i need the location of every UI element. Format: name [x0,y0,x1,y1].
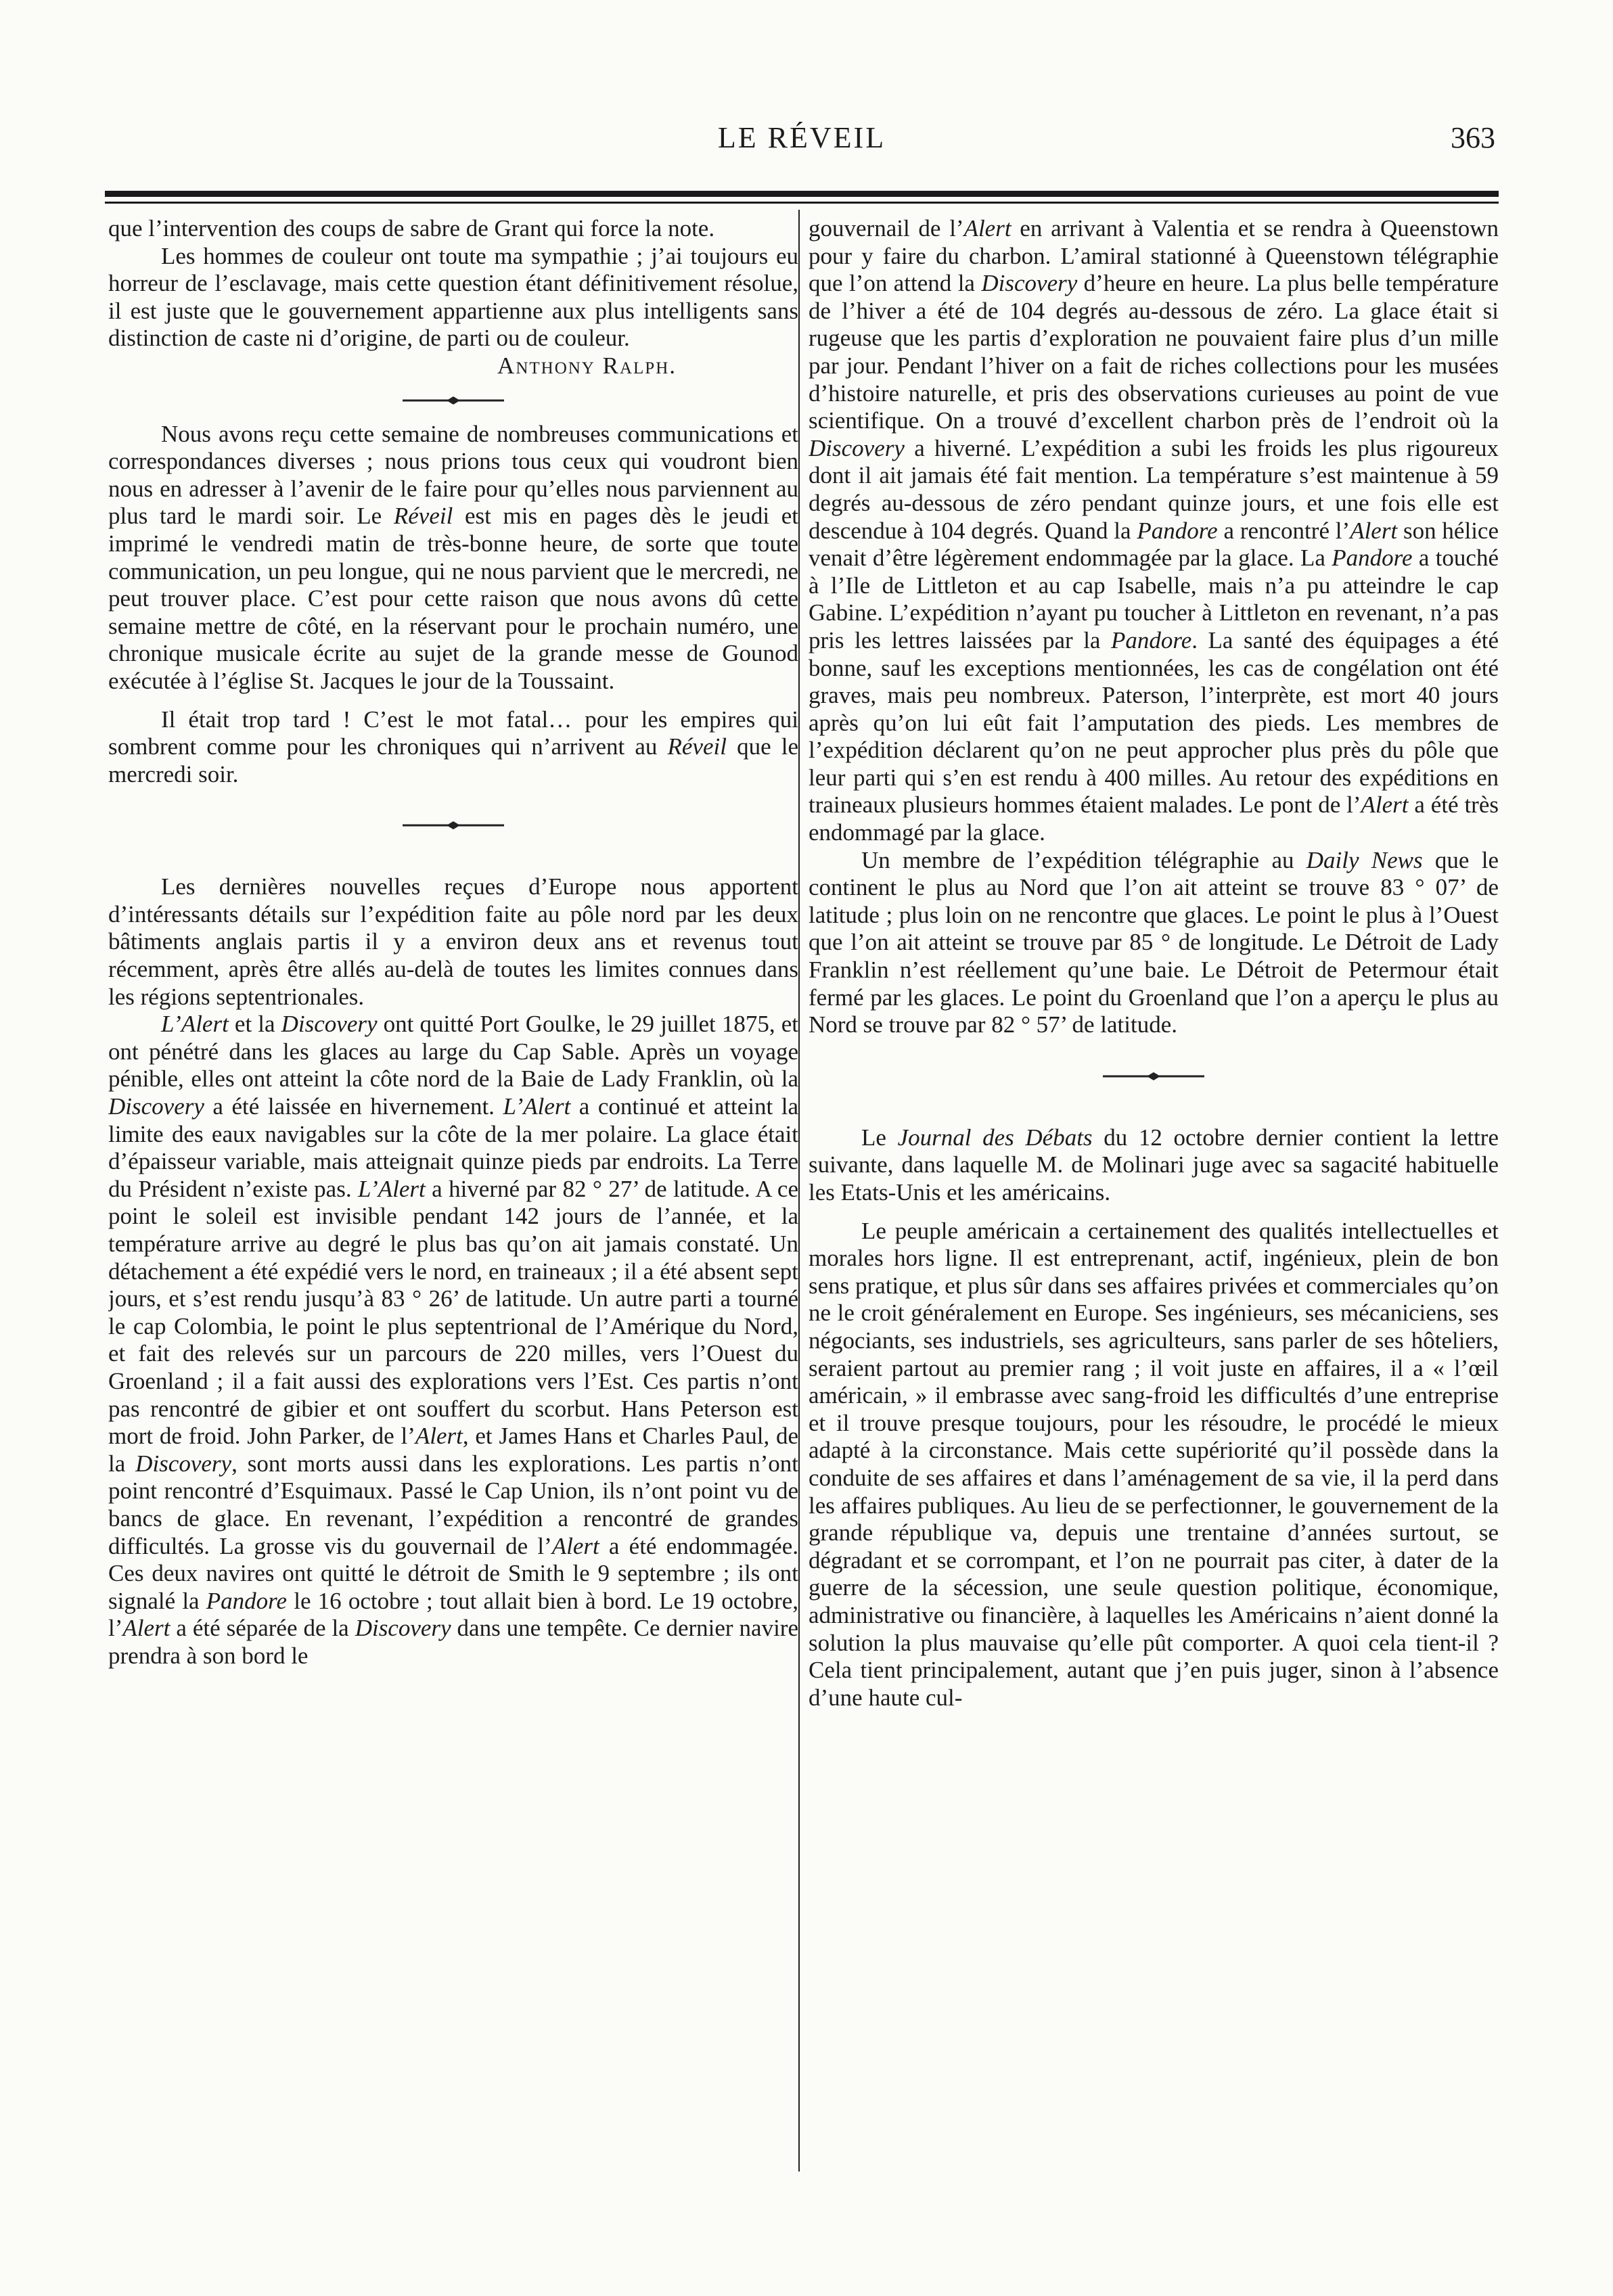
right-column [809,215,1499,2177]
paragraph: que l’intervention des coups de sabre de Grant qui force la note. [108,215,715,242]
paragraph: Un membre de l’expédition télégraphie au Daily News que le continent le plus au Nord que l’on ait atteint se trouve 83 ° 07’ de latitude ; plus loin on ne rencontre que glaces. Le point le plus à l’Ouest que l’on ait atteint se trouve par 85 ° de longitude. Le Détroit de Lady Franklin n’est réellement qu’une baie. Le Détroit de Petermour était fermé par les glaces. Le point du Groenland que l’on a aperçu le plus au Nord se trouve par 82 ° 57’ de latitude. [809,846,1499,1038]
paragraph: Le peuple américain a certainement des qualités intellectuelles et morales hors ligne. Il est entreprenant, actif, ingénieux, plein de bon sens pratique, et plus sûr dans ses affaires privées et commerciales qu’on ne le croit généralement en Europe. Ses ingénieurs, ses mécaniciens, ses négociants, ses industriels, ses agriculteurs, sans parler de ses hôteliers, seraient partout au premier rang ; il voit juste en affaires, il a « l’œil américain, » il embrasse avec sang-froid les difficultés d’une entreprise et il trouve presque toujours, pour les résoudre, le procédé le mieux adapté à la circonstance. Mais cette supériorité qu’il possède dans la conduite de ses affaires et dans l’aménagement de sa vie, il la perd dans les affaires publiques. Au lieu de se perfectionner, le gouvernement de la grande république va, depuis une trentaine d’années surtout, se dégradant et se corrompant, et l’on ne pourrait pas citer, à dater de la guerre de la sécession, une seule question politique, économique, administrative ou financière, à laquelles les Américains n’aient donné la solution la plus mauvaise qu’elle pût comporter. A quoi cela tient-il ? Cela tient principalement, autant que j’en puis juger, sinon à l’absence d’une haute cul- [809,1217,1499,1711]
paragraph: Nous avons reçu cette semaine de nombreuses communications et correspondances diverses ; nous prions tous ceux qui voudront bien nous en adresser à l’avenir de le faire pour qu’elles nous parviennent au plus tard le mardi soir. Le Réveil est mis en pages dès le jeudi et imprimé le vendredi matin de très-bonne heure, de sorte que toute communication, un peu longue, qui ne nous parvient que le mercredi, ne peut trouver place. C’est pour cette raison que nous avons dû cette semaine mettre de côté, en la réservant pour le prochain numéro, une chronique musicale écrite au sujet de la grande messe de Gounod exécutée à l’église St. Jacques le jour de la Toussaint. [108,420,798,694]
header-rule-thick [105,191,1499,197]
column-divider [798,210,800,2172]
section-ornament [108,380,798,421]
section-ornament [809,1039,1499,1113]
left-column [108,215,798,2177]
running-title: LE RÉVEIL [717,121,886,154]
paragraph: Il était trop tard ! C’est le mot fatal… pour les empires qui sombrent comme pour les chroniques qui n’arrivent au Réveil que le mercredi soir. [108,706,798,787]
header-rule-thin [105,202,1499,204]
section-ornament [108,788,798,863]
signature: Anthony Ralph. [497,352,677,379]
page-number: 363 [1451,121,1495,154]
paragraph: Les hommes de couleur ont toute ma sympathie ; j’ai toujours eu horreur de l’esclavage, mais cette question étant définitivement résolue, il est juste que le gouvernement appartienne aux plus intelligents sans distinction de caste ni d’origine, de parti ou de couleur. [108,242,798,352]
page-header [108,120,1495,168]
paragraph: gouvernail de l’Alert en arrivant à Valentia et se rendra à Queenstown pour y faire du charbon. L’amiral stationné à Queenstown télégraphie que l’on attend la Discovery d’heure en heure. La plus belle température de l’hiver a été de 104 degrés au-dessous de zéro. La glace était si rugeuse que les partis d’exploration ne pouvaient faire plus d’un mille par jour. Pendant l’hiver on a fait de riches collections pour les musées d’histoire naturelle, et pris des observations curieuses au point de vue scientifique. On a trouvé d’excellent charbon près de l’endroit où la Discovery a hiverné. L’expédition a subi les froids les plus rigoureux dont il ait jamais été fait mention. La température s’est maintenue à 59 degrés au-dessous de zéro pendant quinze jours, et une fois elle est descendue à 104 degrés. Quand la Pandore a rencontré l’Alert son hélice venait d’être légèrement endommagée par la glace. La Pandore a touché à l’Ile de Littleton et au cap Isabelle, mais n’a pu atteindre le cap Gabine. L’expédition n’ayant pu toucher à Littleton en revenant, n’a pas pris les lettres laissées par la Pandore. La santé des équipages a été bonne, sauf les exceptions mentionnées, les cas de congélation ont été graves, mais peu nombreux. Paterson, l’interprète, est mort 40 jours après qu’on lui eût fait l’amputation des pieds. Les membres de l’expédition déclarent qu’on ne peut approcher plus près du pôle que leur parti qui s’en est rendu à 400 milles. Au retour des expéditions en traineaux plusieurs hommes étaient malades. Le pont de l’Alert a été très endommagé par la glace. [809,215,1499,846]
paragraph: Le Journal des Débats du 12 octobre dernier contient la lettre suivante, dans laquelle M. de Molinari juge avec sa sagacité habituelle les Etats-Unis et les américains. [809,1124,1499,1206]
paragraph: L’Alert et la Discovery ont quitté Port Goulke, le 29 juillet 1875, et ont pénétré dans les glaces au large du Cap Sable. Après un voyage pénible, elles ont atteint la côte nord de la Baie de Lady Franklin, où la Discovery a été laissée en hivernement. L’Alert a continué et atteint la limite des eaux navigables sur la côte de la mer polaire. La glace était d’épaisseur variable, mais atteignait quinze pieds par endroits. La Terre du Président n’existe pas. L’Alert a hiverné par 82 ° 27’ de latitude. A ce point le soleil est invisible pendant 142 jours de l’année, et la température arrive au degré le plus bas qu’on ait jamais constaté. Un détachement a été expédié vers le nord, en traineaux ; il a été absent sept jours, et s’est rendu jusqu’à 83 ° 26’ de latitude. Un autre parti a tourné le cap Colombia, le point le plus septentrional de l’Amérique du Nord, et fait des relevés sur un parcours de 220 milles, vers l’Ouest du Groenland ; il a fait aussi des explorations vers l’Est. Ces partis n’ont pas rencontré de gibier et ont souffert du scorbut. Hans Peterson est mort de froid. John Parker, de l’Alert, et James Hans et Charles Paul, de la Discovery, sont morts aussi dans les explorations. Les partis n’ont point rencontré d’Esquimaux. Passé le Cap Union, ils n’ont point vu de bancs de glace. En revenant, l’expédition a rencontré de grandes difficultés. La grosse vis du gouvernail de l’Alert a été endommagée. Ces deux navires ont quitté le détroit de Smith le 9 septembre ; ils ont signalé la Pandore le 16 octobre ; tout allait bien à bord. Le 19 octobre, l’Alert a été séparée de la Discovery dans une tempête. Ce dernier navire prendra à son bord le [108,1011,798,1669]
paragraph: Les dernières nouvelles reçues d’Europe nous apportent d’intéressants détails sur l’expédition faite au pôle nord par les deux bâtiments anglais partis il y a environ deux ans et revenus tout récemment, après être allés au-delà de toutes les limites connues dans les régions septentrionales. [108,873,798,1010]
